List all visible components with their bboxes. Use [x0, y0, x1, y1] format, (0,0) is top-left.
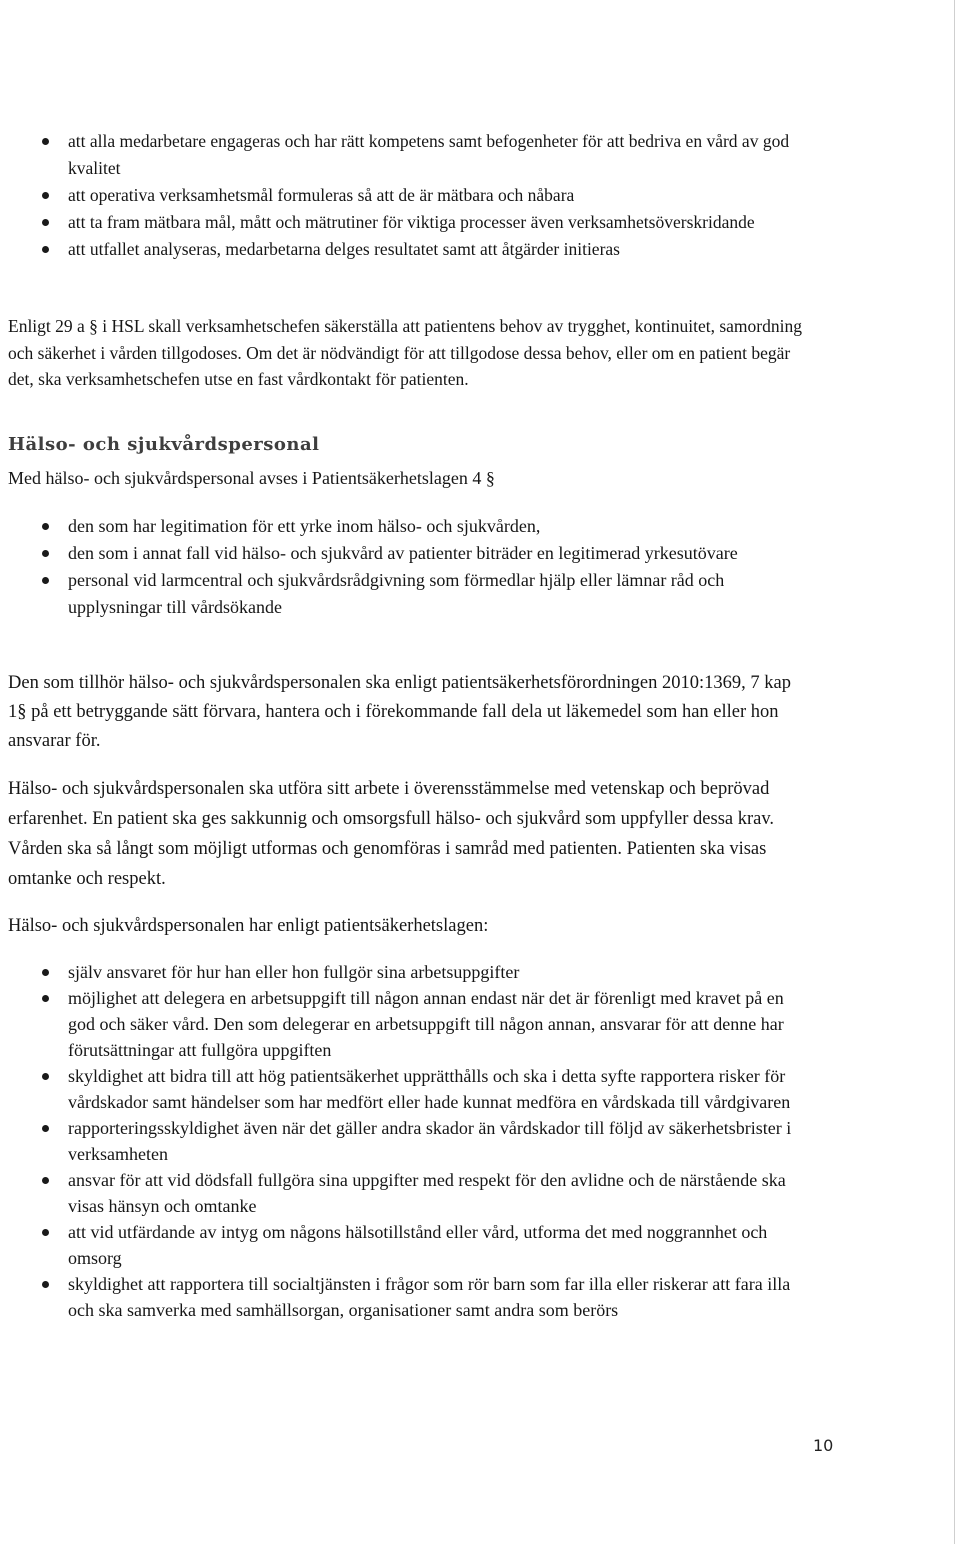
list-item: själv ansvaret för hur han eller hon fullgör sina arbetsuppgifter — [8, 959, 808, 985]
page-edge-rule — [954, 0, 955, 1544]
bullet-icon — [42, 523, 49, 530]
bullet-icon — [42, 246, 49, 253]
bullet-icon — [42, 995, 49, 1002]
list-item: att vid utfärdande av intyg om någons hälsotillstånd eller vård, utforma det med noggrannhet och omsorg — [8, 1219, 808, 1271]
personnel-definition-list — [8, 513, 808, 621]
list-item: rapporteringsskyldighet även när det gäller andra skador än vårdskador till följd av säkerhetsbrister i verksamheten — [8, 1115, 808, 1167]
list-item: den som i annat fall vid hälso- och sjukvård av patienter biträder en legitimerad yrkesutövare — [8, 540, 808, 567]
bullet-icon — [42, 138, 49, 145]
bullet-icon — [42, 192, 49, 199]
paragraph-hsl: Enligt 29 a § i HSL skall verksamhetschefen säkerställa att patientens behov av trygghet, kontinuitet, samordning och säkerhet i vården tillgodoses. Om det är nödvändigt för att tillgodose dessa behov, eller om en patient begär det, ska verksamhetschefen utse en fast vårdkontakt för patienten. — [8, 316, 802, 389]
list-item: skyldighet att rapportera till socialtjänsten i frågor som rör barn som far illa eller riskerar att fara illa och ska samverka med samhällsorgan, organisationer samt andra som berörs — [8, 1271, 808, 1323]
list-item: skyldighet att bidra till att hög patientsäkerhet upprätthålls och ska i detta syfte rapportera risker för vårdskador samt händelser som har medfört eller hade kunnat medföra en vårdskada till vårdgivaren — [8, 1063, 808, 1115]
list-item: den som har legitimation för ett yrke inom hälso- och sjukvården, — [8, 513, 808, 540]
page-number: 10 — [813, 1436, 834, 1455]
list-item: ansvar för att vid dödsfall fullgöra sina uppgifter med respekt för den avlidne och de närstående ska visas hänsyn och omtanke — [8, 1167, 808, 1219]
list-item: möjlighet att delegera en arbetsuppgift till någon annan endast när det är förenligt med kravet på en god och säker vård. Den som delegerar en arbetsuppgift till någon annan, ansvarar för att denne har förutsättningar att fullgöra uppgiften — [8, 985, 808, 1063]
paragraph-science: Hälso- och sjukvårdspersonalen ska utföra sitt arbete i överensstämmelse med vetenskap och beprövad erfarenhet. En patient ska ges sakkunnig och omsorgsfull hälso- och sjukvård som uppfyller dessa krav. Vården ska så långt som möjligt utformas och genomföras i samråd med patienten. Patienten ska visas omtanke och respekt. — [8, 779, 775, 889]
list-item: att utfallet analyseras, medarbetarna delges resultatet samt att åtgärder initieras — [8, 236, 808, 263]
bullet-icon — [42, 1281, 49, 1288]
bullet-icon — [42, 1125, 49, 1132]
paragraph-medication: Den som tillhör hälso- och sjukvårdspersonalen ska enligt patientsäkerhetsförordningen 2010:1369, 7 kap 1§ på ett betryggande sätt förvara, hantera och i förekommande fall dela ut läkemedel som han eller hon ansvarar för. — [8, 673, 791, 751]
bullet-icon — [42, 219, 49, 226]
bullet-icon — [42, 577, 49, 584]
list-item: att operativa verksamhetsmål formuleras så att de är mätbara och nåbara — [8, 182, 808, 209]
section-heading: Hälso- och sjukvårdspersonal — [8, 434, 320, 455]
paragraph-psl-intro: Hälso- och sjukvårdspersonalen har enligt patientsäkerhetslagen: — [8, 916, 489, 936]
bullet-icon — [42, 1229, 49, 1236]
quality-requirements-list — [8, 128, 808, 263]
bullet-icon — [42, 550, 49, 557]
list-item: personal vid larmcentral och sjukvårdsrådgivning som förmedlar hjälp eller lämnar råd och upplysningar till vårdsökande — [8, 567, 808, 621]
bullet-icon — [42, 1177, 49, 1184]
responsibilities-list — [8, 959, 808, 1323]
list-item: att alla medarbetare engageras och har rätt kompetens samt befogenheter för att bedriva en vård av god kvalitet — [8, 128, 808, 182]
bullet-icon — [42, 1073, 49, 1080]
bullet-icon — [42, 969, 49, 976]
paragraph-definition: Med hälso- och sjukvårdspersonal avses i Patientsäkerhetslagen 4 § — [8, 468, 495, 488]
list-item: att ta fram mätbara mål, mått och mätrutiner för viktiga processer även verksamhetsöverskridande — [8, 209, 808, 236]
